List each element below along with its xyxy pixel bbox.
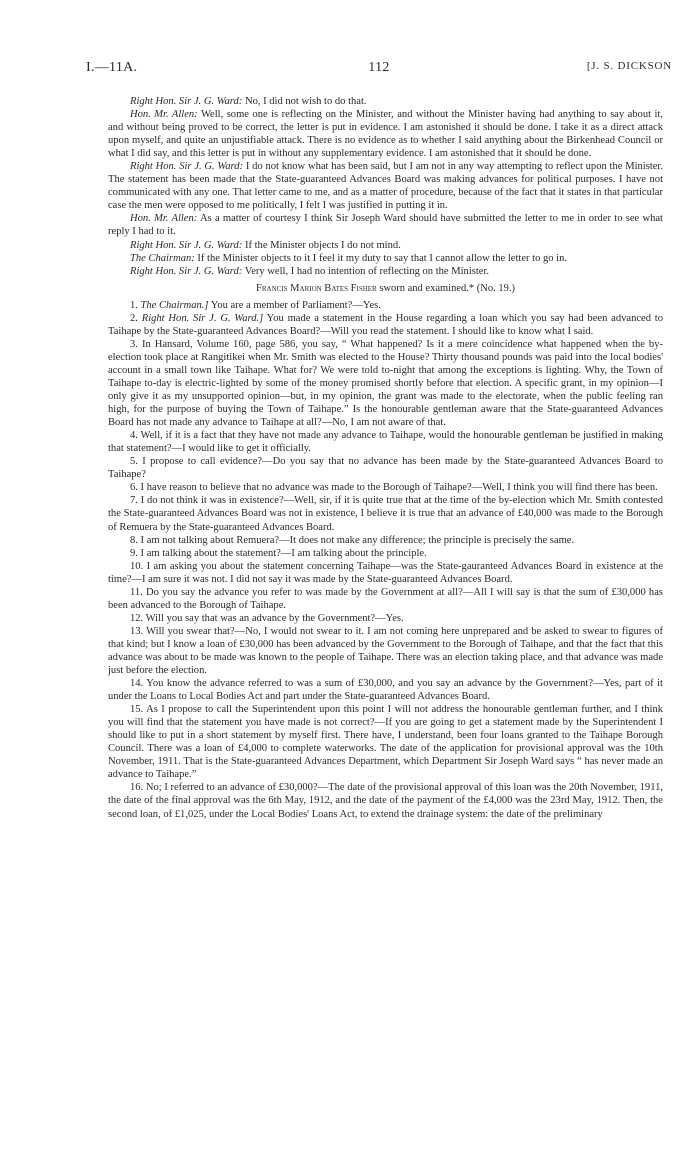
question-text: 14. You know the advance referred to was a sum of £30,000, and you say an advance by the Government?—Yes, part of it under the Loans to Local Bodies Act and part under the State-guaranteed Advances Board. xyxy=(108,678,663,703)
question-text: 3. In Hansard, Volume 160, page 586, you say, “ What happened? Is it a mere coincidence what happened when the by-election took place at Rangitikei when Mr. Smith was elected to the House? Thirty thousand pounds was paid into the local bodies' account in a small town like Taihape. What for? We were told to-night that among the exceptions is lighting. Why, the Town of Taihape to-day is electric-lighted by some of the money promised shortly before that election. A specific grant, in my opinion—I only give it as my unsupported opinion—but, in my opinion, the grant was made to the electorate, when the public feeling ran high, for the purpose of buying the Town of Taihape.” Is the honourable gentleman aware that the State-guaranteed Advances Board has not made any advance to Taihape at all?—No, I am not aware of that. xyxy=(108,338,663,429)
question-paragraph xyxy=(108,338,663,429)
paragraph-text: I do not know what has been said, but I am not in any way attempting to reflect upon the Minister. The statement has been made that the State-guaranteed Advances Board was making advances for political purposes. I have not communicated with any one. That letter came to me, and as a matter of procedure, because of the fact that it states in that particular case the men were opposed to me politically, I felt I was justified in putting it in. xyxy=(108,161,664,212)
speaker: The Chairman: xyxy=(130,252,195,264)
speaker: Hon. Mr. Allen: xyxy=(130,109,198,121)
question-text: You are a member of Parliament?—Yes. xyxy=(208,299,381,311)
question-paragraph xyxy=(108,534,663,547)
question-paragraph xyxy=(108,677,663,703)
paragraph-text: As a matter of courtesy I think Sir Joseph Ward should have submitted the letter to me in order to see what reply I had to it. xyxy=(108,213,663,238)
paragraph-text: If the Minister objects I do not mind. xyxy=(242,239,401,251)
witness-heading xyxy=(108,282,663,295)
speaker: Right Hon. Sir J. G. Ward: xyxy=(130,96,243,107)
question-text: 8. I am not talking about Remuera?—It does not make any difference; the principle is precisely the same. xyxy=(130,534,575,546)
question-paragraph xyxy=(108,429,663,455)
question-paragraph xyxy=(108,312,663,338)
paragraph xyxy=(108,265,663,278)
question-number: 2. xyxy=(130,312,142,324)
speaker: Hon. Mr. Allen: xyxy=(130,213,198,225)
paragraph xyxy=(108,212,663,238)
question-paragraph xyxy=(108,547,663,560)
paragraph xyxy=(108,95,663,108)
question-paragraph xyxy=(108,781,663,820)
question-paragraph xyxy=(108,299,663,312)
question-paragraph xyxy=(108,625,663,677)
question-paragraph xyxy=(108,455,663,481)
paragraph xyxy=(108,252,663,265)
question-text: 15. As I propose to call the Superintendent upon this point I will not address the honourable gentleman further, and I think you will find that the statement you have made is not correct?—If you are going to get a statement made by the Superintendent I should like to put in a short statement by myself first. There have, I understand, been four loans granted to the Taihape Borough Council. There was a loan of £4,000 to complete waterworks. The date of the application for provisional approval was the 10th November, 1911. That is the State-guaranteed Advances Department, which Department Sir Joseph Ward says “ has never made an advance to Taihape.” xyxy=(108,704,663,781)
paragraph-text: Very well, I had no intention of reflecting on the Minister. xyxy=(242,265,490,277)
question-text: 7. I do not think it was in existence?—Well, sir, if it is quite true that at the time of the by-election which Mr. Smith contested the State-guaranteed Advances Board was not in existence, I believe it is true that an advance of £40,000 was made to the Borough of Remuera by the State-guaranteed Advances Board. xyxy=(108,495,663,533)
paragraph-text: If the Minister objects to it I feel it my duty to say that I cannot allow the letter to go in. xyxy=(194,252,568,264)
question-paragraph xyxy=(108,481,663,494)
question-text: 10. I am asking you about the statement concerning Taihape—was the State-gauranteed Advances Board in existence at the time?—I am sure it was not. I did not say it was made by the State-guaranteed Advances Board. xyxy=(108,560,663,585)
paragraph xyxy=(108,239,663,252)
witness-running-head: [J. S. DICKSON xyxy=(586,60,672,72)
question-text: 16. No; I referred to an advance of £30,000?—The date of the provisional approval of this loan was the 20th November, 1911, the date of the final approval was the 6th May, 1912, and the date of the payment of the £4,000 was the 23rd May, 1912. Then, the second loan, of £1,025, under the Local Bodies' Loans Act, to extend the drainage system: the date of the preliminary xyxy=(108,782,663,820)
question-text: 13. Will you swear that?—No, I would not swear to it. I am not coming here unprepared and be asked to swear to figures of that kind; but I know a loan of £30,000 has been advanced by the Government to the Borough of Taihape, and that the fact that this advance was about to be made was known to the people of Taihape. There was an election taking place, and that advance was made just before the election. xyxy=(108,625,664,677)
paragraph-text: No, I did not wish to do that. xyxy=(242,96,367,107)
paper-reference: I.—11A. xyxy=(86,60,138,75)
question-text: 11. Do you say the advance you refer to was made by the Government at all?—All I will say is that the sum of £30,000 has been advanced to the Borough of Taihape. xyxy=(108,586,663,611)
witness-name: Francis Marion Bates Fisher xyxy=(256,282,377,294)
question-text: 5. I propose to call evidence?—Do you say that no advance has been made by the State-guaranteed Advances Board to Taihape? xyxy=(108,456,663,481)
question-text: You made a statement in the House regarding a loan which you say had been advanced to Taihape by the State-guaranteed Advances Board?—Will you read the statement. I should like to know what I said. xyxy=(108,312,664,337)
question-text: 6. I have reason to believe that no advance was made to the Borough of Taihape?—Well, I think you will find there has been. xyxy=(130,482,658,494)
question-paragraph xyxy=(108,586,663,612)
paragraph-text: Well, some one is reflecting on the Minister, and without the Minister having had anything to say about it, and without being proved to be correct, the letter is put in evidence. I am astonished it should be done. I take it as a direct attack upon myself, and quite an unjustifiable attack. There is no evidence as to whether I said anything about the Birkenhead Council or what I did say, and this letter is put in without any supplementary evidence. I am astonished that it should be done. xyxy=(108,109,663,160)
question-paragraph xyxy=(108,494,663,533)
speaker: Right Hon. Sir J. G. Ward: xyxy=(130,265,243,277)
page-number: 112 xyxy=(368,60,390,75)
question-paragraph xyxy=(108,612,663,625)
question-paragraph xyxy=(108,703,663,781)
paragraph xyxy=(108,160,663,212)
speaker: Right Hon. Sir J. G. Ward: xyxy=(130,239,243,251)
evidence-text xyxy=(108,95,663,821)
question-number: 1. xyxy=(130,299,141,311)
question-text: 9. I am talking about the statement?—I am talking about the principle. xyxy=(130,547,427,559)
speaker: Right Hon. Sir J. G. Ward.] xyxy=(141,312,264,324)
question-paragraph xyxy=(108,560,663,586)
page-header xyxy=(86,60,672,80)
paragraph xyxy=(108,108,663,160)
speaker: The Chairman.] xyxy=(140,299,209,311)
question-text: 12. Will you say that was an advance by the Government?—Yes. xyxy=(130,612,404,624)
question-text: 4. Well, if it is a fact that they have not made any advance to Taihape, would the honourable gentleman be justified in making that statement?—I would like to get it officially. xyxy=(108,430,663,455)
speaker: Right Hon. Sir J. G. Ward: xyxy=(130,161,244,173)
witness-heading-rest: sworn and examined.* (No. 19.) xyxy=(376,282,515,294)
